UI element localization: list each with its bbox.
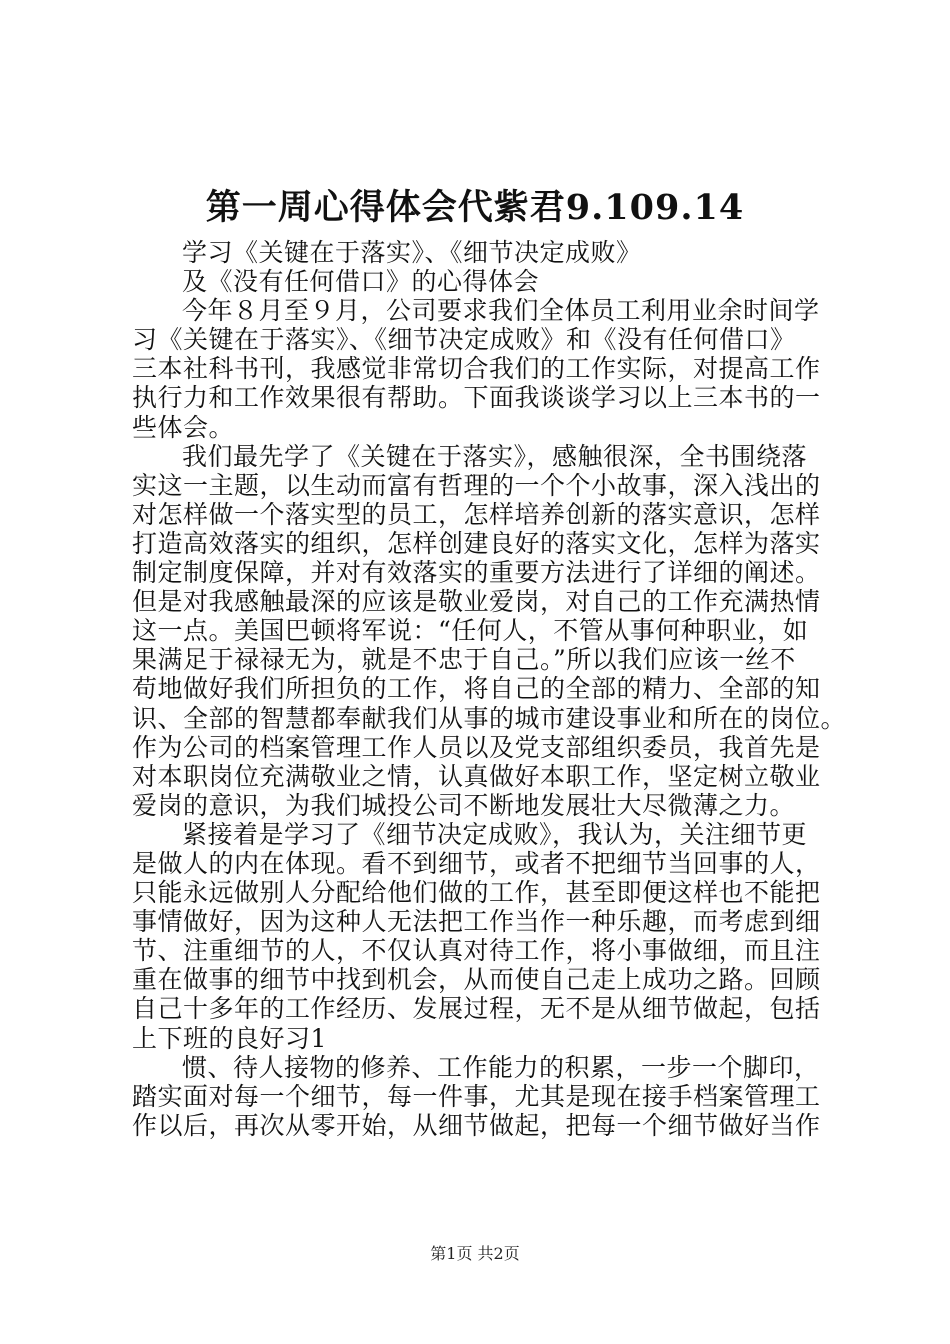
text-line: 上下班的良好习1 — [132, 1023, 327, 1053]
text-line: 只能永远做别人分配给他们做的工作，甚至即便这样也不能把 — [132, 878, 821, 908]
text-line: 对怎样做一个落实型的员工，怎样培养创新的落实意识，怎样 — [132, 499, 821, 529]
text-line: 节、注重细节的人，不仅认真对待工作，将小事做细，而且注 — [132, 936, 821, 966]
text-line: 三本社科书刊，我感觉非常切合我们的工作实际，对提高工作 — [132, 354, 821, 384]
text-line: 我们最先学了《关键在于落实》，感触很深，全书围绕落 — [182, 441, 808, 471]
text-line: 踏实面对每一个细节，每一件事，尤其是现在接手档案管理工 — [132, 1081, 821, 1111]
page-footer: 第1页 共2页 — [430, 1244, 520, 1263]
text-line: 习《关键在于落实》、《细节决定成败》和《没有任何借口》 — [132, 325, 796, 355]
text-line: 作以后，再次从零开始，从细节做起，把每一个细节做好当作 — [132, 1110, 821, 1140]
text-line: 紧接着是学习了《细节决定成败》，我认为，关注细节更 — [182, 819, 808, 849]
text-line: 打造高效落实的组织，怎样创建良好的落实文化，怎样为落实 — [132, 528, 821, 558]
text-line: 是做人的内在体现。看不到细节，或者不把细节当回事的人， — [132, 848, 821, 878]
text-line: 但是对我感触最深的应该是敬业爱岗，对自己的工作充满热情 — [132, 587, 821, 617]
text-line: 这一点。美国巴顿将军说：“任何人，不管从事何种职业，如 — [132, 616, 809, 646]
text-line: 苟地做好我们所担负的工作，将自己的全部的精力、全部的知 — [132, 674, 821, 704]
text-line: 惯、待人接物的修养、工作能力的积累，一步一个脚印， — [182, 1052, 820, 1082]
document-body — [132, 238, 847, 1140]
text-line: 识、全部的智慧都奉献我们从事的城市建设事业和所在的岗位。 — [132, 703, 847, 733]
text-line: 学习《关键在于落实》、《细节决定成败》 — [182, 238, 642, 267]
text-line: 重在做事的细节中找到机会，从而使自己走上成功之路。回顾 — [132, 965, 821, 995]
text-line: 果满足于禄禄无为，就是不忠于自己。”所以我们应该一丝不 — [132, 645, 796, 675]
text-line: 制定制度保障，并对有效落实的重要方法进行了详细的阐述。 — [132, 558, 821, 588]
text-line: 作为公司的档案管理工作人员以及党支部组织委员，我首先是 — [132, 732, 821, 762]
text-line: 及《没有任何借口》的心得体会 — [182, 267, 540, 297]
text-line: 自己十多年的工作经历、发展过程，无不是从细节做起，包括 — [132, 994, 821, 1024]
text-line: 执行力和工作效果很有帮助。下面我谈谈学习以上三本书的一 — [132, 383, 821, 413]
text-line: 些体会。 — [132, 412, 235, 442]
text-line: 今年８月至９月，公司要求我们全体员工利用业余时间学 — [182, 296, 820, 326]
document-title: 第一周心得体会代紫君9.109.14 — [205, 187, 745, 228]
text-line: 事情做好，因为这种人无法把工作当作一种乐趣，而考虑到细 — [132, 907, 821, 937]
text-line: 爱岗的意识，为我们城投公司不断地发展壮大尽微薄之力。 — [132, 790, 796, 820]
text-line: 实这一主题，以生动而富有哲理的一个个小故事，深入浅出的 — [132, 470, 821, 500]
text-line: 对本职岗位充满敬业之情，认真做好本职工作，坚定树立敬业 — [132, 761, 821, 791]
